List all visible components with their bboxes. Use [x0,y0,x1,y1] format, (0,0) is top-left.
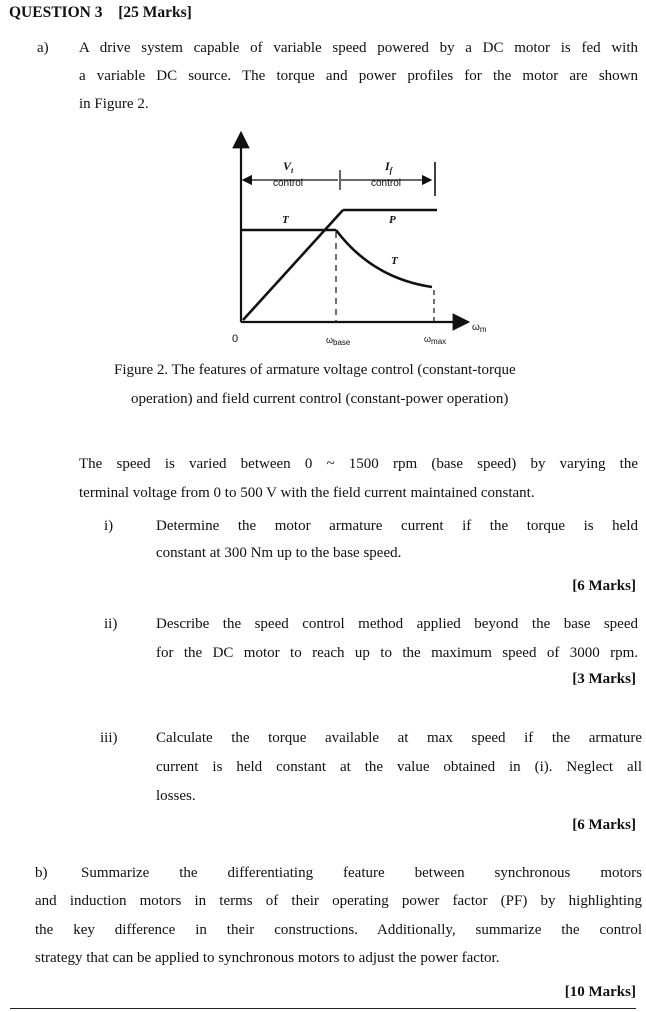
subquestion-line: constant at 300 Nm up to the base speed. [156,545,402,561]
part-b-line: and induction motors in terms of their operating power factor (PF) by highlighting [35,893,642,909]
bottom-rule [10,1008,636,1009]
part-b-line: Summarize the differentiating feature between synchronous motors [81,865,642,881]
power-label: P [389,214,396,226]
speed-description-line: The speed is varied between 0 ~ 1500 rpm (base speed) by varying the [79,456,638,472]
subquestion-number: ii) [104,616,118,632]
power-rising-line [243,210,343,320]
figure-caption-line: operation) and field current control (constant-power operation) [131,391,509,407]
question-total-marks: [25 Marks] [118,4,192,21]
origin-label: 0 [232,333,239,345]
subquestion-line: Describe the speed control method applied beyond the base speed [156,616,638,632]
part-b-line: the key difference in their constructions. Additionally, summarize the control [35,922,642,938]
subquestion-line: Determine the motor armature current if the torque is held [156,518,638,534]
part-b-label: b) [35,865,48,881]
torque-label-left: T [282,214,289,226]
omega-base-label: ωbase [326,335,351,347]
torque-falling-curve [336,230,432,287]
subquestion-marks: [6 Marks] [572,817,636,833]
part-a-intro-line: A drive system capable of variable speed powered by a DC motor is fed with [79,40,638,56]
if-label: $I_f$ [385,159,393,175]
vt-label: $V_t$ [283,159,294,175]
figure-caption-line: Figure 2. The features of armature voltage control (constant-torque [114,362,516,378]
subquestion-line: current is held constant at the value obtained in (i). Neglect all [156,759,642,775]
part-a-label: a) [37,40,49,56]
omega-max-label: ωmax [424,334,447,346]
subquestion-line: Calculate the torque available at max speed if the armature [156,730,642,746]
torque-power-figure [0,0,646,360]
question-number: QUESTION 3 [9,4,103,21]
subquestion-number: iii) [100,730,118,746]
subquestion-marks: [6 Marks] [572,578,636,594]
subquestion-number: i) [104,518,114,534]
part-a-intro-line: a variable DC source. The torque and power profiles for the motor are shown [79,68,638,84]
omega-m-label: $\omega_m$ [472,322,487,334]
if-control-label: control [371,178,402,189]
subquestion-line: losses. [156,788,196,804]
vt-control-label: control [273,178,304,189]
part-a-intro-line: in Figure 2. [79,96,149,112]
torque-label-right: T [391,255,398,267]
part-b-marks: [10 Marks] [564,984,636,1000]
speed-description-line: terminal voltage from 0 to 500 V with the field current maintained constant. [79,485,535,501]
subquestion-line: for the DC motor to reach up to the maximum speed of 3000 rpm. [156,645,638,661]
subquestion-marks: [3 Marks] [572,671,636,687]
part-b-line: strategy that can be applied to synchronous motors to adjust the power factor. [35,950,500,966]
